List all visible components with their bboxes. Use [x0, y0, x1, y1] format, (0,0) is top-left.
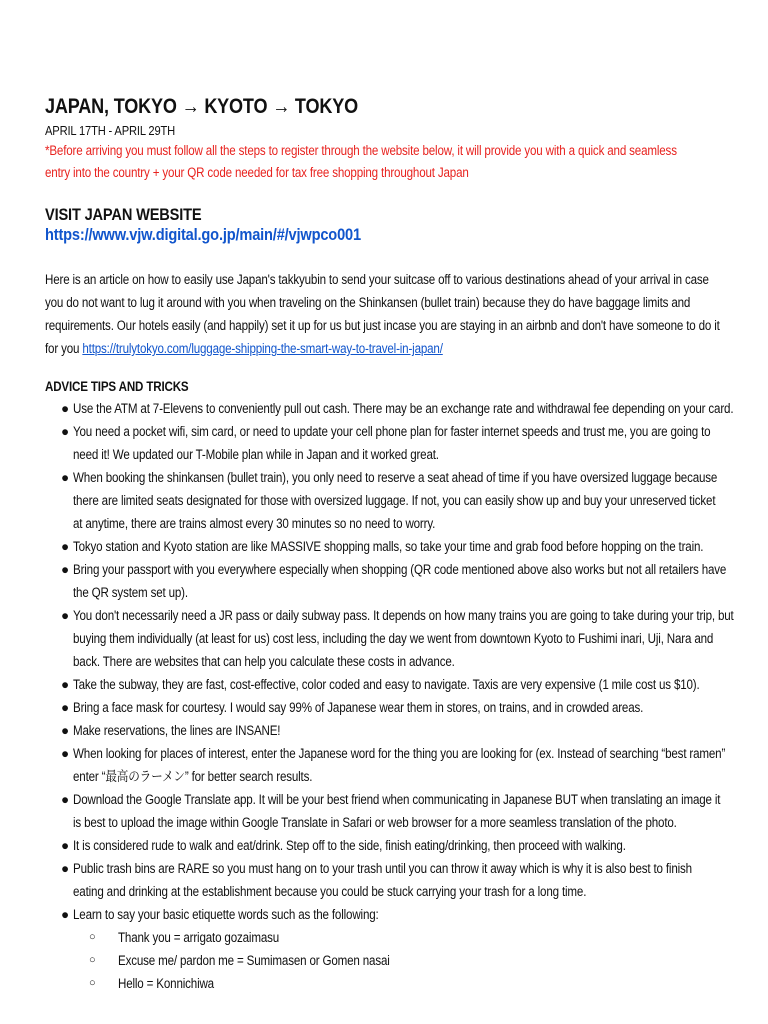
tip-item [45, 788, 738, 834]
phrase-item [45, 949, 738, 972]
visit-japan-link[interactable]: https://www.vjw.digital.go.jp/main/#/vjwpco001 [45, 225, 361, 244]
bullet-icon: ● [61, 838, 69, 853]
bullet-icon: ● [61, 539, 69, 554]
paragraph-line: you do not want to lug it around with you when traveling on the Shinkansen (bullet train) because they do have baggage limits and [45, 295, 691, 310]
bullet-icon: ● [61, 424, 69, 439]
notice-line: entry into the country + your QR code needed for tax free shopping throughout Japan [45, 165, 469, 180]
tip-line: Bring your passport with you everywhere especially when shopping (QR code mentioned above also works but not all retailers have [73, 562, 727, 577]
tip-line: need it! We updated our T-Mobile plan while in Japan and it worked great. [73, 447, 439, 462]
tip-item [45, 420, 738, 466]
circle-bullet-icon: ○ [89, 977, 96, 989]
phrases-list [45, 926, 738, 995]
tip-line: at anytime, there are trains almost every 30 minutes so no need to worry. [73, 516, 436, 531]
tip-item [45, 857, 738, 903]
page-title: JAPAN, TOKYO → KYOTO → TOKYO [45, 95, 358, 118]
tip-line: You don't necessarily need a JR pass or daily subway pass. It depends on how many trains you are going to take during your trip, but [73, 608, 734, 623]
circle-bullet-icon: ○ [89, 931, 96, 943]
paragraph-line: requirements. Our hotels easily (and happily) set it up for us but just incase you are staying in an airbnb and don't have someone to do it [45, 318, 720, 333]
phrase-item [45, 972, 738, 995]
bullet-icon: ● [61, 907, 69, 922]
bullet-icon: ● [61, 723, 69, 738]
bullet-icon: ● [61, 401, 69, 416]
tip-line: there are limited seats designated for those with oversized luggage. If not, you can easily show up and buy your unreserved ticket [73, 493, 716, 508]
tip-line: back. There are websites that can help you calculate these costs in advance. [73, 654, 455, 669]
tip-line: When looking for places of interest, enter the Japanese word for the thing you are looking for (ex. Instead of searching “best ramen” [73, 746, 726, 761]
luggage-article-link[interactable]: https://trulytokyo.com/luggage-shipping-the-smart-way-to-travel-in-japan/ [82, 341, 443, 356]
bullet-icon: ● [61, 608, 69, 623]
tip-line: buying them individually (at least for us) cost less, including the day we went from downtown Kyoto to Fushimi inari, Uji, Nara and [73, 631, 714, 646]
tip-line: eating and drinking at the establishment because you could be stuck carrying your trash for a long time. [73, 884, 587, 899]
tip-item [45, 696, 738, 719]
phrase-text: Excuse me/ pardon me = Sumimasen or Gomen nasai [118, 953, 390, 968]
tip-line: Bring a face mask for courtesy. I would say 99% of Japanese wear them in stores, on trains, and in crowded areas. [73, 700, 644, 715]
paragraph-line: Here is an article on how to easily use Japan's takkyubin to send your suitcase off to various destinations ahead of your arrival in case [45, 272, 709, 287]
tip-item [45, 719, 738, 742]
phrase-text: Hello = Konnichiwa [118, 976, 214, 991]
bullet-icon: ● [61, 562, 69, 577]
bullet-icon: ● [61, 792, 69, 807]
trip-dates: APRIL 17TH - APRIL 29TH [45, 123, 176, 138]
tip-item [45, 834, 738, 857]
phrase-text: Thank you = arrigato gozaimasu [118, 930, 280, 945]
visit-japan-heading: VISIT JAPAN WEBSITE [45, 205, 202, 224]
tip-item [45, 903, 738, 926]
phrase-item [45, 926, 738, 949]
tip-line: Use the ATM at 7-Elevens to conveniently pull out cash. There may be an exchange rate and withdrawal fee depending on your card. [73, 401, 734, 416]
paragraph-prefix: for you [45, 341, 83, 356]
tip-line: It is considered rude to walk and eat/drink. Step off to the side, finish eating/drinking, then proceed with walking. [73, 838, 626, 853]
tip-item [45, 604, 738, 673]
bullet-icon: ● [61, 700, 69, 715]
tip-line: Public trash bins are RARE so you must hang on to your trash until you can throw it away which is why it is also best to finish [73, 861, 692, 876]
tip-item [45, 397, 738, 420]
tip-item [45, 535, 738, 558]
tip-line: enter “最高のラーメン” for better search results. [73, 769, 313, 784]
tip-item [45, 558, 738, 604]
circle-bullet-icon: ○ [89, 954, 96, 966]
tip-line: the QR system set up). [73, 585, 188, 600]
advice-heading: ADVICE TIPS AND TRICKS [45, 379, 189, 394]
tip-item [45, 466, 738, 535]
bullet-icon: ● [61, 677, 69, 692]
paragraph-line [45, 337, 736, 360]
bullet-icon: ● [61, 861, 69, 876]
tip-line: Learn to say your basic etiquette words such as the following: [73, 907, 379, 922]
bullet-icon: ● [61, 470, 69, 485]
tip-line: Make reservations, the lines are INSANE! [73, 723, 281, 738]
tip-item [45, 742, 738, 788]
tip-line: When booking the shinkansen (bullet train), you only need to reserve a seat ahead of time if you have oversized luggage because [73, 470, 718, 485]
tip-line: Tokyo station and Kyoto station are like MASSIVE shopping malls, so take your time and grab food before hopping on the train. [73, 539, 704, 554]
tips-list [45, 397, 738, 926]
registration-notice [45, 140, 738, 184]
tip-line: You need a pocket wifi, sim card, or need to update your cell phone plan for faster internet speeds and trust me, you are going to [73, 424, 711, 439]
tip-line: is best to upload the image within Google Translate in Safari or web browser for a more seamless translation of the photo. [73, 815, 677, 830]
tip-item [45, 673, 738, 696]
takkyubin-paragraph [45, 268, 738, 360]
notice-line: *Before arriving you must follow all the steps to register through the website below, it will provide you with a quick and seamless [45, 143, 677, 158]
tip-line: Take the subway, they are fast, cost-effective, color coded and easy to navigate. Taxis are very expensive (1 mile cost us $10). [73, 677, 700, 692]
bullet-icon: ● [61, 746, 69, 761]
tip-line: Download the Google Translate app. It will be your best friend when communicating in Japanese BUT when translating an image it [73, 792, 721, 807]
